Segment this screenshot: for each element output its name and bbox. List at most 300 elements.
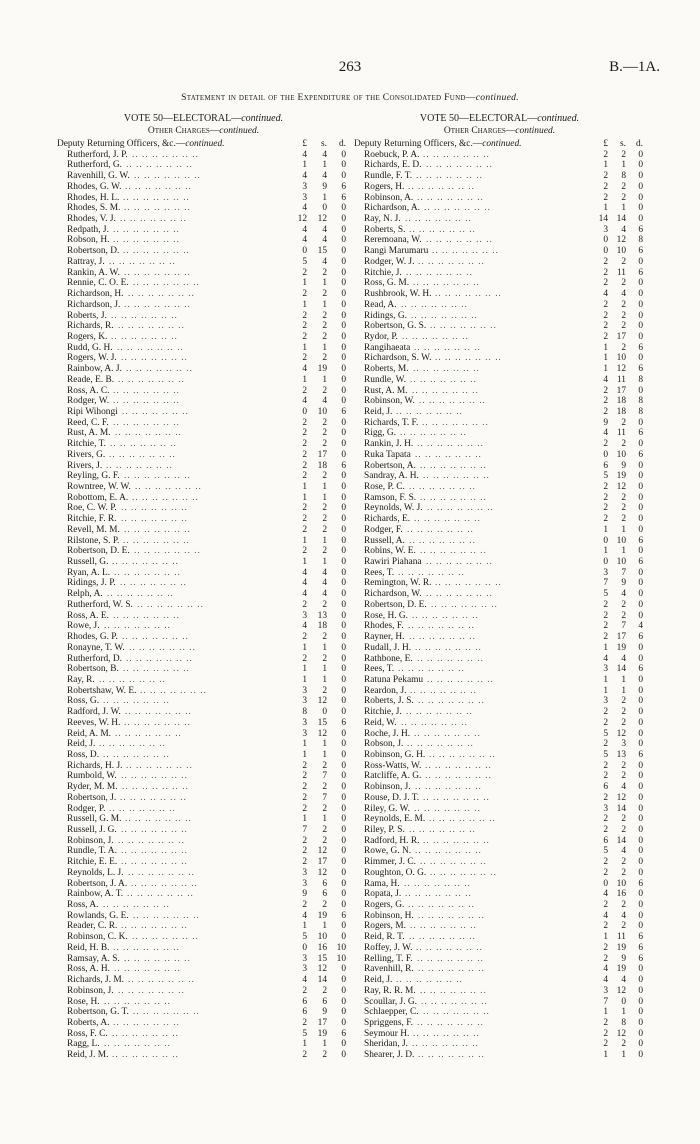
leader-dots: .. .. .. .. .. .. ..: [118, 835, 185, 846]
payee-name: Rhodes, V. J.: [67, 214, 116, 225]
leader-dots: .. .. .. .. .. .. ..: [425, 760, 492, 771]
table-row: [57, 546, 350, 557]
table-row: [354, 729, 645, 740]
pounds-value: 4: [603, 653, 608, 664]
leader-dots: .. .. .. .. .. .. ..: [417, 439, 484, 450]
payee-name: Seymour H.: [364, 1028, 410, 1039]
leader-dots: .. .. .. .. .. .. ..: [120, 578, 187, 589]
leader-dots: .. .. .. .. .. .. ..: [99, 674, 166, 685]
table-row: [354, 718, 645, 729]
pounds-value: 1: [603, 160, 608, 171]
pounds-value: 0: [603, 246, 608, 257]
payee-name: Ritchie, F. R.: [67, 514, 117, 525]
leader-dots: .. .. .. .. .. .. ..: [410, 374, 477, 385]
shillings-value: 1: [322, 739, 327, 750]
left-column: [57, 112, 350, 1061]
shillings-value: 18: [616, 406, 626, 417]
pence-value: 0: [638, 417, 643, 428]
payee-name: Ratcliffe, A. G.: [364, 771, 422, 782]
pounds-value: 0: [302, 942, 307, 953]
pence-value: 0: [341, 321, 346, 332]
payee-name: Ronayne, T. W.: [67, 642, 125, 653]
leader-dots: .. .. .. .. .. .. ..: [415, 846, 482, 857]
table-row: [57, 900, 350, 911]
pounds-value: 4: [603, 428, 608, 439]
shillings-value: 1: [322, 278, 327, 289]
payee-name: Reader, C. R.: [67, 921, 118, 932]
pounds-value: 1: [302, 749, 307, 760]
leader-dots: .. .. .. .. .. .. ..: [418, 256, 485, 267]
table-row: [354, 311, 645, 322]
shillings-value: 1: [322, 299, 327, 310]
payee-name: Rundle, T. A.: [67, 846, 117, 857]
pounds-value: 5: [603, 589, 608, 600]
table-row: [354, 707, 645, 718]
pounds-value: 4: [603, 910, 608, 921]
table-row: [354, 1029, 645, 1040]
shillings-value: 0: [322, 707, 327, 718]
table-row: [354, 428, 645, 439]
pounds-value: 3: [302, 717, 307, 728]
table-row: [57, 643, 350, 654]
leader-dots: .. .. .. .. .. .. ..: [123, 535, 190, 546]
table-row: [57, 557, 350, 568]
leader-dots: .. .. .. .. .. .. ..: [414, 514, 481, 525]
shillings-value: 12: [317, 846, 327, 857]
table-row: [57, 1039, 350, 1050]
pounds-value: 4: [302, 224, 307, 235]
payee-name: Radford, J. W.: [67, 707, 121, 718]
table-row: [354, 300, 645, 311]
leader-dots: .. .. .. .. .. .. ..: [113, 610, 180, 621]
pence-value: 0: [341, 278, 346, 289]
table-row: [354, 268, 645, 279]
leader-dots: .. .. .. .. .. .. ..: [121, 846, 188, 857]
pounds-value: 2: [302, 632, 307, 643]
shillings-value: 1: [621, 1007, 626, 1018]
leader-dots: .. .. .. .. .. .. ..: [414, 803, 481, 814]
payee-name: Schlaepper, C.: [364, 1007, 419, 1018]
pence-value: 0: [341, 674, 346, 685]
payee-name: Rundle, F. T.: [364, 171, 413, 182]
shillings-value: 2: [621, 439, 626, 450]
table-row: [354, 943, 645, 954]
pence-value: 0: [638, 214, 643, 225]
payee-name: Relph, A.: [67, 589, 103, 600]
leader-dots: .. .. .. .. .. .. ..: [405, 214, 472, 225]
table-row: [354, 611, 645, 622]
shillings-value: 9: [621, 953, 626, 964]
pence-value: 6: [638, 942, 643, 953]
pounds-value: 3: [302, 192, 307, 203]
payee-name: Reid, J.: [67, 739, 96, 750]
leader-dots: .. .. .. .. .. .. ..: [121, 353, 188, 364]
pounds-value: 5: [302, 932, 307, 943]
table-row: [354, 739, 645, 750]
payee-name: Rogers, H.: [364, 181, 405, 192]
shillings-value: 2: [621, 900, 626, 911]
shillings-value: 1: [322, 642, 327, 653]
table-row: [354, 546, 645, 557]
shillings-value: 10: [317, 406, 327, 417]
pounds-header: £: [603, 139, 608, 149]
shillings-value: 2: [621, 867, 626, 878]
table-row: [354, 664, 645, 675]
table-row: [354, 289, 645, 300]
pounds-value: 1: [603, 364, 608, 375]
payee-name: Rigg, G.: [364, 428, 397, 439]
leader-dots: .. .. .. .. .. .. ..: [415, 782, 482, 793]
payee-name: Rowntree, W. W.: [67, 482, 131, 492]
pounds-value: 2: [603, 1017, 608, 1028]
table-row: [354, 814, 645, 825]
shillings-value: 18: [317, 460, 327, 471]
payee-name: Ravenhill, R.: [364, 964, 414, 975]
pence-value: 6: [638, 449, 643, 460]
leader-dots: .. .. .. .. .. .. ..: [423, 471, 490, 482]
table-row: [354, 846, 645, 857]
pounds-value: 2: [603, 256, 608, 267]
pence-value: 0: [341, 878, 346, 889]
table-row: [57, 932, 350, 943]
table-row: [354, 932, 645, 943]
pounds-value: 4: [302, 621, 307, 632]
leader-dots: .. .. .. .. .. .. ..: [133, 278, 200, 289]
pence-value: 0: [638, 771, 643, 782]
pounds-value: 3: [302, 181, 307, 192]
payee-name: Rowlands, G. E.: [67, 910, 129, 921]
pence-value: 0: [341, 557, 346, 568]
payee-name: Robinson, C. K.: [67, 932, 128, 943]
pence-value: 0: [341, 642, 346, 653]
leader-dots: .. .. .. .. .. .. ..: [128, 867, 195, 878]
payee-name: Rogers, M.: [364, 921, 406, 932]
shillings-value: 19: [616, 642, 626, 653]
pounds-value: 2: [302, 846, 307, 857]
shillings-value: 2: [322, 321, 327, 332]
table-row: [354, 493, 645, 504]
pence-value: 0: [638, 331, 643, 342]
pounds-value: 1: [302, 535, 307, 546]
statement-title: [0, 92, 700, 103]
table-row: [354, 407, 645, 418]
pence-value: 0: [341, 782, 346, 793]
payee-name: Rundle, W.: [364, 374, 406, 385]
pounds-value: 2: [603, 192, 608, 203]
payee-name: Rivers, J.: [67, 460, 103, 471]
leader-dots: .. .. .. .. .. .. ..: [125, 814, 192, 825]
pence-value: 0: [638, 460, 643, 471]
payee-name: Robinson, J.: [364, 782, 411, 793]
pounds-value: 2: [603, 717, 608, 728]
pence-value: 0: [341, 610, 346, 621]
table-row: [354, 171, 645, 182]
payee-name: Richards, H. J.: [67, 760, 123, 771]
pounds-value: 1: [302, 492, 307, 503]
charges-heading-continued: continued.: [219, 126, 260, 136]
table-row: [57, 150, 350, 161]
payee-name: Redpath, J.: [67, 224, 109, 235]
pence-value: 0: [341, 364, 346, 375]
pounds-value: 3: [603, 224, 608, 235]
leader-dots: .. .. .. .. .. .. ..: [113, 385, 180, 396]
leader-dots: .. .. .. .. .. .. ..: [99, 739, 166, 750]
pence-value: 0: [341, 792, 346, 803]
payee-name: Rowe, J.: [67, 621, 100, 632]
pounds-value: 1: [302, 482, 307, 492]
table-row: [57, 729, 350, 740]
vote-heading-continued: continued.: [241, 113, 284, 124]
leader-dots: .. .. .. .. .. .. ..: [103, 900, 170, 911]
shillings-value: 1: [322, 374, 327, 385]
shillings-value: 17: [616, 385, 626, 396]
shillings-value: 2: [621, 310, 626, 321]
table-row: [57, 471, 350, 482]
pounds-value: 2: [302, 460, 307, 471]
pounds-value: 2: [603, 331, 608, 342]
pounds-value: 2: [603, 171, 608, 182]
pence-value: 0: [341, 482, 346, 492]
leader-dots: .. .. .. .. .. .. ..: [409, 825, 476, 835]
leader-dots: .. .. .. .. .. .. ..: [420, 857, 487, 868]
shillings-value: 4: [322, 256, 327, 267]
shillings-value: 0: [322, 203, 327, 214]
payee-name: Riley, G. W.: [364, 803, 411, 814]
pounds-value: 3: [302, 878, 307, 889]
vote-heading-text: VOTE 50—ELECTORAL—: [419, 113, 538, 124]
payee-name: Rodger, F.: [364, 524, 403, 535]
pence-value: 0: [341, 835, 346, 846]
shillings-value: 9: [621, 578, 626, 589]
shillings-value: 2: [621, 342, 626, 353]
pence-value: 0: [341, 428, 346, 439]
table-row: [57, 568, 350, 579]
leader-dots: .. .. .. .. .. .. ..: [124, 717, 191, 728]
table-row: [57, 997, 350, 1008]
table-row: [354, 675, 645, 686]
table-row: [57, 1018, 350, 1029]
leader-dots: .. .. .. .. .. .. ..: [103, 696, 170, 707]
pounds-value: 3: [302, 685, 307, 696]
leader-dots: .. .. .. .. .. .. ..: [113, 224, 180, 235]
leader-dots: .. .. .. .. .. .. ..: [402, 331, 469, 342]
pounds-value: 4: [302, 910, 307, 921]
pounds-value: 1: [603, 203, 608, 214]
leader-dots: .. .. .. .. .. .. ..: [121, 825, 188, 835]
pence-value: 0: [638, 760, 643, 771]
table-row: [57, 482, 350, 493]
table-row: [354, 503, 645, 514]
leader-dots: .. .. .. .. .. .. ..: [106, 460, 173, 471]
payee-name: Ray, N. J.: [364, 214, 401, 225]
payee-name: Robertson, D. E.: [67, 546, 130, 557]
table-row: [354, 889, 645, 900]
shillings-value: 2: [322, 331, 327, 342]
payee-name: Radford, H. R.: [364, 835, 420, 846]
table-row: [57, 954, 350, 965]
shillings-header: s.: [321, 139, 327, 149]
shillings-value: 2: [621, 760, 626, 771]
shillings-value: 2: [322, 599, 327, 610]
leader-dots: .. .. .. .. .. .. ..: [430, 321, 497, 332]
section-label: [354, 139, 522, 150]
pounds-value: 4: [302, 589, 307, 600]
leader-dots: .. .. .. .. .. .. ..: [409, 224, 476, 235]
leader-dots: .. .. .. .. .. .. ..: [124, 299, 191, 310]
pence-value: 0: [341, 749, 346, 760]
shillings-value: 1: [322, 482, 327, 492]
pounds-value: 1: [302, 557, 307, 568]
table-row: [354, 879, 645, 890]
table-row: [354, 621, 645, 632]
pounds-value: 2: [302, 439, 307, 450]
table-row: [57, 889, 350, 900]
leader-dots: .. .. .. .. .. .. ..: [128, 289, 195, 300]
leader-dots: .. .. .. .. .. .. ..: [424, 203, 491, 214]
shillings-value: 12: [317, 696, 327, 707]
shillings-value: 4: [621, 653, 626, 664]
pounds-value: 2: [302, 599, 307, 610]
section-label-text: Deputy Returning Officers, &c.—: [57, 139, 186, 149]
pounds-value: 4: [603, 975, 608, 986]
pence-value: 6: [638, 632, 643, 643]
table-row: [354, 471, 645, 482]
table-row: [57, 450, 350, 461]
table-row: [354, 589, 645, 600]
pounds-value: 2: [603, 406, 608, 417]
shillings-value: 17: [317, 449, 327, 460]
shillings-value: 7: [322, 792, 327, 803]
shillings-value: 4: [621, 289, 626, 300]
pence-value: 6: [341, 460, 346, 471]
shillings-value: 1: [621, 546, 626, 557]
pence-value: 0: [341, 996, 346, 1007]
payee-name: Reid, R. T.: [364, 932, 405, 943]
shillings-value: 15: [317, 717, 327, 728]
pounds-value: 6: [603, 782, 608, 793]
leader-dots: .. .. .. .. .. .. ..: [113, 235, 180, 246]
table-row: [57, 761, 350, 772]
table-row: [57, 503, 350, 514]
shillings-value: 6: [322, 889, 327, 900]
table-row: [57, 589, 350, 600]
payee-name: Ryder, M. M.: [67, 782, 118, 793]
shillings-value: 1: [621, 203, 626, 214]
leader-dots: .. .. .. .. .. .. ..: [407, 739, 474, 750]
table-row: [354, 214, 645, 225]
payee-name: Ross, F. C.: [67, 1028, 108, 1039]
shillings-value: 3: [621, 739, 626, 750]
shillings-value: 19: [616, 942, 626, 953]
leader-dots: .. .. .. .. .. .. ..: [114, 964, 181, 975]
payee-name: Robinson, J.: [67, 835, 114, 846]
leader-dots: .. .. .. .. .. .. ..: [432, 246, 499, 257]
payee-name: Rutherford, G.: [67, 160, 122, 171]
pence-value: 6: [638, 535, 643, 546]
payee-name: Rudall, J. H.: [364, 642, 412, 653]
pounds-value: 1: [302, 1039, 307, 1050]
shillings-value: 4: [621, 975, 626, 986]
pence-value: 0: [341, 385, 346, 396]
table-row: [354, 986, 645, 997]
pounds-value: 4: [603, 374, 608, 385]
pounds-value: 4: [302, 203, 307, 214]
pence-value: 0: [638, 524, 643, 535]
pounds-value: 2: [302, 857, 307, 868]
shillings-value: 12: [616, 985, 626, 996]
leader-dots: .. .. .. .. .. .. ..: [426, 589, 493, 600]
table-row: [57, 407, 350, 418]
pence-value: 0: [341, 149, 346, 160]
payee-name: Rhodes, G. W.: [67, 181, 122, 192]
payee-name: Robinson, G. H.: [364, 749, 426, 760]
section-label-continued: continued.: [482, 139, 522, 149]
pence-value: 0: [638, 310, 643, 321]
pounds-value: 4: [302, 578, 307, 589]
payee-name: Robottom, E. A.: [67, 492, 129, 503]
shillings-value: 17: [317, 857, 327, 868]
pounds-value: 2: [302, 1017, 307, 1028]
payee-name: Rayner, H.: [364, 632, 405, 643]
pence-value: 0: [341, 771, 346, 782]
leader-dots: .. .. .. .. .. .. ..: [121, 514, 188, 525]
leader-dots: .. .. .. .. .. .. ..: [121, 771, 188, 782]
payee-name: Robinson, A.: [364, 192, 414, 203]
pence-value: 0: [638, 985, 643, 996]
shillings-value: 2: [322, 803, 327, 814]
pounds-value: 2: [603, 942, 608, 953]
payee-name: Rust, A. M.: [67, 428, 111, 439]
leader-dots: .. .. .. .. .. .. ..: [129, 642, 196, 653]
leader-dots: .. .. .. .. .. .. ..: [132, 492, 199, 503]
leader-dots: .. .. .. .. .. .. ..: [133, 1007, 200, 1018]
payee-name: Ross, A. C.: [67, 385, 110, 396]
shillings-value: 14: [616, 835, 626, 846]
pounds-value: 5: [603, 749, 608, 760]
charges-heading-text: Other Charges—: [443, 126, 516, 136]
shillings-value: 1: [322, 160, 327, 171]
shillings-value: 2: [621, 256, 626, 267]
pence-value: 0: [638, 846, 643, 857]
shillings-value: 1: [621, 1050, 626, 1061]
pounds-value: 4: [302, 364, 307, 375]
pence-value: 0: [638, 439, 643, 450]
shillings-value: 12: [616, 728, 626, 739]
pounds-value: 2: [302, 417, 307, 428]
pounds-value: 2: [603, 771, 608, 782]
payee-name: Riley, P. S.: [364, 825, 405, 835]
leader-dots: .. .. .. .. .. .. ..: [112, 1050, 179, 1061]
pence-value: 10: [336, 953, 346, 964]
table-row: [354, 782, 645, 793]
shillings-value: 1: [322, 535, 327, 546]
pence-value: 6: [638, 932, 643, 943]
leader-dots: .. .. .. .. .. .. ..: [413, 1028, 480, 1039]
payee-name: Rees, T.: [364, 664, 395, 675]
payee-name: Ratuna Pekamu: [364, 674, 424, 685]
pence-value: 6: [638, 664, 643, 675]
pence-value: 6: [638, 953, 643, 964]
shillings-value: 16: [616, 889, 626, 900]
pounds-value: 4: [302, 149, 307, 160]
pence-value: 0: [638, 353, 643, 364]
leader-dots: .. .. .. .. .. .. ..: [109, 803, 176, 814]
shillings-value: 9: [621, 460, 626, 471]
leader-dots: .. .. .. .. .. .. ..: [414, 728, 481, 739]
shillings-value: 12: [616, 482, 626, 492]
right-column: [354, 112, 645, 1061]
table-row: [354, 825, 645, 836]
